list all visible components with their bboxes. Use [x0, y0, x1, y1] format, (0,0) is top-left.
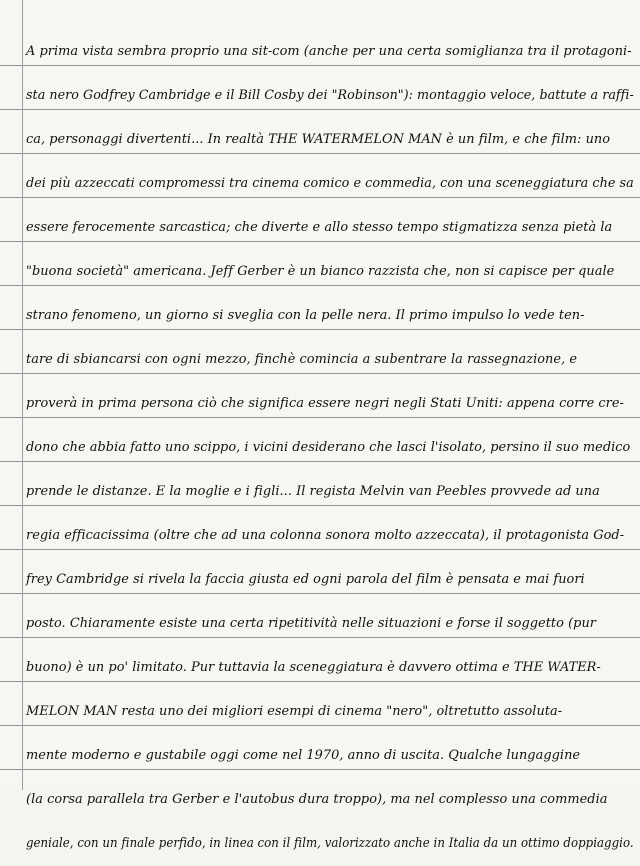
text-line: (la corsa parallela tra Gerber e l'autobus dura troppo), ma nel complesso una commedia: [26, 792, 608, 807]
margin-line: [22, 0, 23, 790]
text-line: proverà in prima persona ciò che significa essere negri negli Stati Uniti: appena corre cre-: [26, 396, 624, 411]
text-line: sta nero Godfrey Cambridge e il Bill Cosby dei "Robinson"): montaggio veloce, battute a raffi-: [26, 88, 634, 103]
text-line: strano fenomeno, un giorno si sveglia con la pelle nera. Il primo impulso lo vede ten-: [26, 308, 585, 323]
text-line: "buona società" americana. Jeff Gerber è un bianco razzista che, non si capisce per quale: [26, 264, 615, 279]
text-line: frey Cambridge si rivela la faccia giusta ed ogni parola del film è pensata e mai fuori: [26, 572, 585, 587]
text-line: essere ferocemente sarcastica; che diverte e allo stesso tempo stigmatizza senza pietà la: [26, 220, 613, 235]
text-line: prende le distanze. E la moglie e i figli... Il regista Melvin van Peebles provvede ad una: [26, 484, 600, 499]
text-line: ca, personaggi divertenti... In realtà THE WATERMELON MAN è un film, e che film: uno: [26, 132, 611, 147]
text-line: regia efficacissima (oltre che ad una colonna sonora molto azzeccata), il protagonista God-: [26, 528, 625, 543]
text-line: dei più azzeccati compromessi tra cinema comico e commedia, con una sceneggiatura che sa: [26, 176, 634, 191]
text-line: posto. Chiaramente esiste una certa ripetitività nelle situazioni e forse il soggetto (pur: [26, 616, 596, 631]
text-line: tare di sbiancarsi con ogni mezzo, finchè comincia a subentrare la rassegnazione, e: [26, 352, 578, 367]
handwritten-text: [26, 30, 638, 866]
text-line: geniale, con un finale perfido, in linea con il film, valorizzato anche in Italia da un ottimo doppiaggio.: [26, 836, 634, 851]
text-line: MELON MAN resta uno dei migliori esempi di cinema "nero", oltretutto assoluta-: [26, 704, 563, 719]
text-line: mente moderno e gustabile oggi come nel 1970, anno di uscita. Qualche lungaggine: [26, 748, 581, 763]
text-line: A prima vista sembra proprio una sit-com (anche per una certa somiglianza tra il protagoni-: [26, 44, 632, 59]
text-line: dono che abbia fatto uno scippo, i vicini desiderano che lasci l'isolato, persino il suo medico: [26, 440, 631, 455]
text-line: buono) è un po' limitato. Pur tuttavia la sceneggiatura è davvero ottima e THE WATER-: [26, 660, 601, 675]
